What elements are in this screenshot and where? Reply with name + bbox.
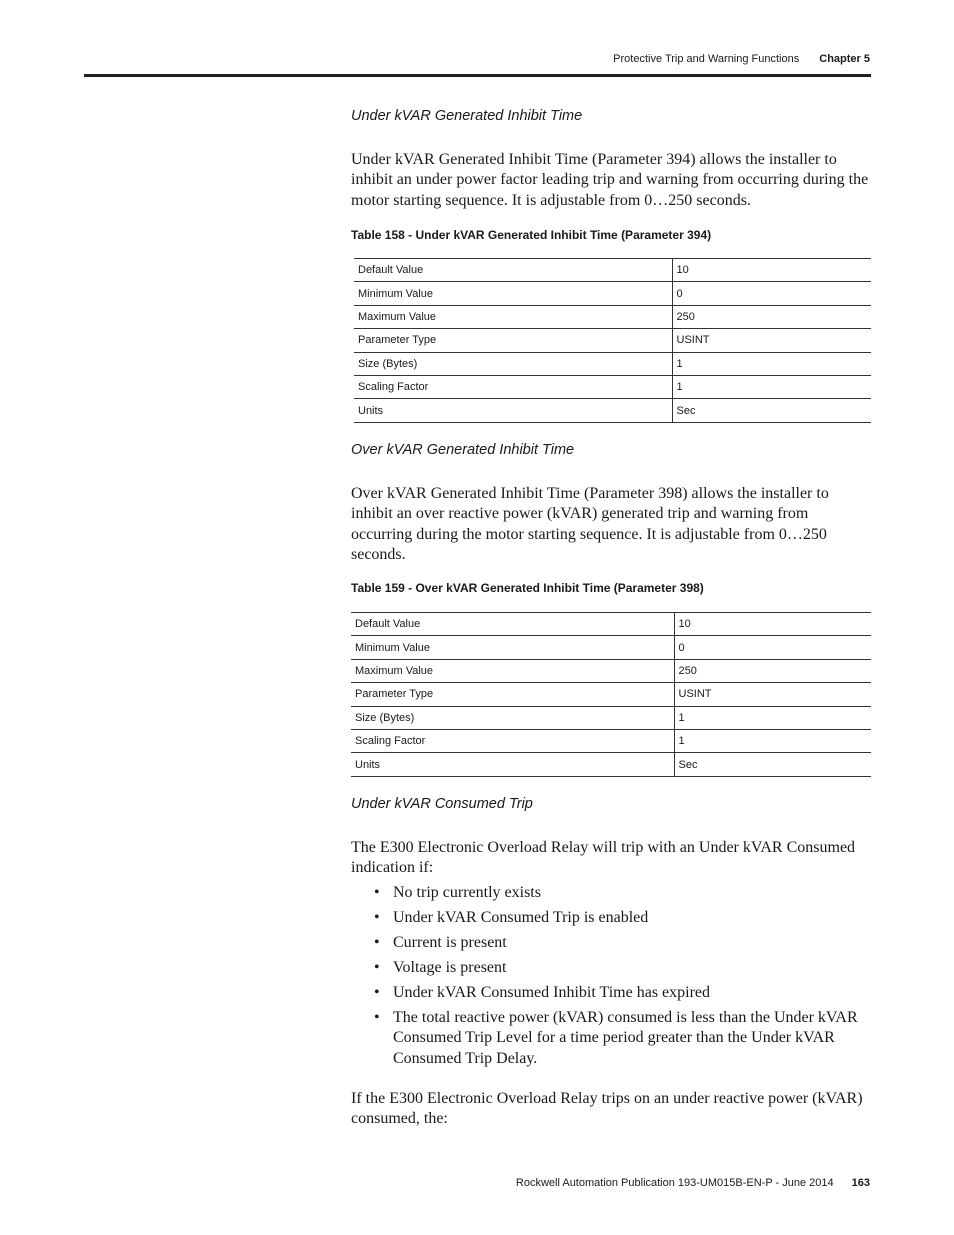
parameter-table-158 [354, 258, 871, 423]
list-item-text: Voltage is present [393, 958, 507, 976]
section-intro: The E300 Electronic Overload Relay will trip with an Under kVAR Consumed indication if: [351, 839, 856, 877]
section-closing: If the E300 Electronic Overload Relay trips on an under reactive power (kVAR) consumed, the: [351, 1090, 863, 1128]
row-label: Size (Bytes) [354, 352, 672, 375]
header-chapter: Chapter 5 [819, 53, 870, 65]
section-heading: Under kVAR Generated Inhibit Time [351, 108, 583, 124]
list-item [351, 883, 871, 903]
row-value: 1 [674, 706, 871, 729]
table-158-container [354, 258, 871, 423]
section-over-kvar-generated-inhibit-heading-block [351, 442, 871, 458]
table-row [351, 613, 871, 636]
row-value: 250 [674, 659, 871, 682]
bullet-icon: • [374, 908, 380, 926]
bullet-icon: • [374, 933, 380, 951]
row-label: Scaling Factor [354, 375, 672, 398]
section-under-kvar-generated-inhibit-body [351, 150, 871, 211]
header-rule [84, 74, 871, 77]
list-item [351, 983, 871, 1003]
row-label: Minimum Value [351, 636, 674, 659]
table-158-caption-block [351, 228, 871, 242]
table-caption: Table 159 - Over kVAR Generated Inhibit Time (Parameter 398) [351, 581, 704, 595]
row-label: Scaling Factor [351, 729, 674, 752]
header-section-title: Protective Trip and Warning Functions [613, 53, 800, 65]
section-under-kvar-generated-inhibit-heading-block [351, 108, 871, 124]
row-label: Size (Bytes) [351, 706, 674, 729]
list-item-text: Current is present [393, 933, 507, 951]
row-value: 10 [672, 259, 871, 282]
row-value: USINT [672, 329, 871, 352]
section-paragraph: Over kVAR Generated Inhibit Time (Parameter 398) allows the installer to inhibit an over reactive power (kVAR) generated trip and warning from occurring during the motor starting sequence. It is adjustable from 0…250 seconds. [351, 485, 829, 563]
row-label: Parameter Type [354, 329, 672, 352]
trip-conditions-list [351, 883, 871, 1069]
footer-publication: Rockwell Automation Publication 193-UM015B-EN-P - June 2014 [515, 1177, 834, 1189]
row-label: Default Value [351, 613, 674, 636]
bullet-icon: • [374, 1008, 380, 1026]
row-value: Sec [674, 753, 871, 776]
list-item-text: Under kVAR Consumed Trip is enabled [393, 908, 649, 926]
page-number: 163 [851, 1177, 870, 1189]
row-value: 0 [674, 636, 871, 659]
bullet-icon: • [374, 958, 380, 976]
list-item [351, 933, 871, 953]
list-item-text: The total reactive power (kVAR) consumed is less than the Under kVAR Consumed Trip Level for a time period greater than the Under kVAR Consumed Trip Delay. [393, 1008, 858, 1067]
bullet-icon: • [374, 884, 380, 901]
row-label: Units [351, 753, 674, 776]
parameter-table-159 [351, 612, 871, 777]
table-row [354, 375, 871, 398]
table-row [351, 729, 871, 752]
list-item-text: No trip currently exists [393, 884, 541, 901]
row-value: 250 [672, 305, 871, 328]
row-label: Maximum Value [354, 305, 672, 328]
bullet-icon: • [374, 983, 380, 1001]
row-label: Units [354, 399, 672, 422]
table-row [351, 659, 871, 682]
row-value: Sec [672, 399, 871, 422]
row-label: Default Value [354, 259, 672, 282]
row-value: 0 [672, 282, 871, 305]
row-value: 1 [672, 352, 871, 375]
row-value: 10 [674, 613, 871, 636]
page-footer [516, 1177, 870, 1189]
row-label: Maximum Value [351, 659, 674, 682]
table-row [351, 683, 871, 706]
section-over-kvar-generated-inhibit-body [351, 484, 871, 565]
table-159-caption-block [351, 581, 871, 595]
section-under-kvar-consumed-trip-closing [351, 1089, 871, 1130]
row-label: Minimum Value [354, 282, 672, 305]
list-item [351, 1008, 871, 1069]
table-row [354, 259, 871, 282]
row-label: Parameter Type [351, 683, 674, 706]
list-item [351, 958, 871, 978]
section-heading: Over kVAR Generated Inhibit Time [351, 442, 575, 458]
row-value: USINT [674, 683, 871, 706]
table-row [354, 399, 871, 422]
table-caption: Table 158 - Under kVAR Generated Inhibit Time (Parameter 394) [351, 228, 712, 242]
table-row [354, 282, 871, 305]
list-item-text: Under kVAR Consumed Inhibit Time has expired [393, 983, 711, 1001]
table-row [354, 329, 871, 352]
list-item [351, 908, 871, 928]
section-under-kvar-consumed-trip-heading-block [351, 796, 871, 812]
trip-conditions-list-container [351, 883, 871, 1074]
table-row [351, 753, 871, 776]
table-159-container [351, 612, 871, 777]
section-paragraph: Under kVAR Generated Inhibit Time (Parameter 394) allows the installer to inhibit an under power factor leading trip and warning from occurring during the motor starting sequence. It is adjustable from 0…250 seconds. [351, 151, 869, 209]
table-row [354, 305, 871, 328]
row-value: 1 [674, 729, 871, 752]
table-row [351, 636, 871, 659]
page-header [613, 53, 870, 65]
section-under-kvar-consumed-trip-intro [351, 838, 871, 879]
row-value: 1 [672, 375, 871, 398]
section-heading: Under kVAR Consumed Trip [351, 796, 533, 812]
table-row [351, 706, 871, 729]
table-row [354, 352, 871, 375]
